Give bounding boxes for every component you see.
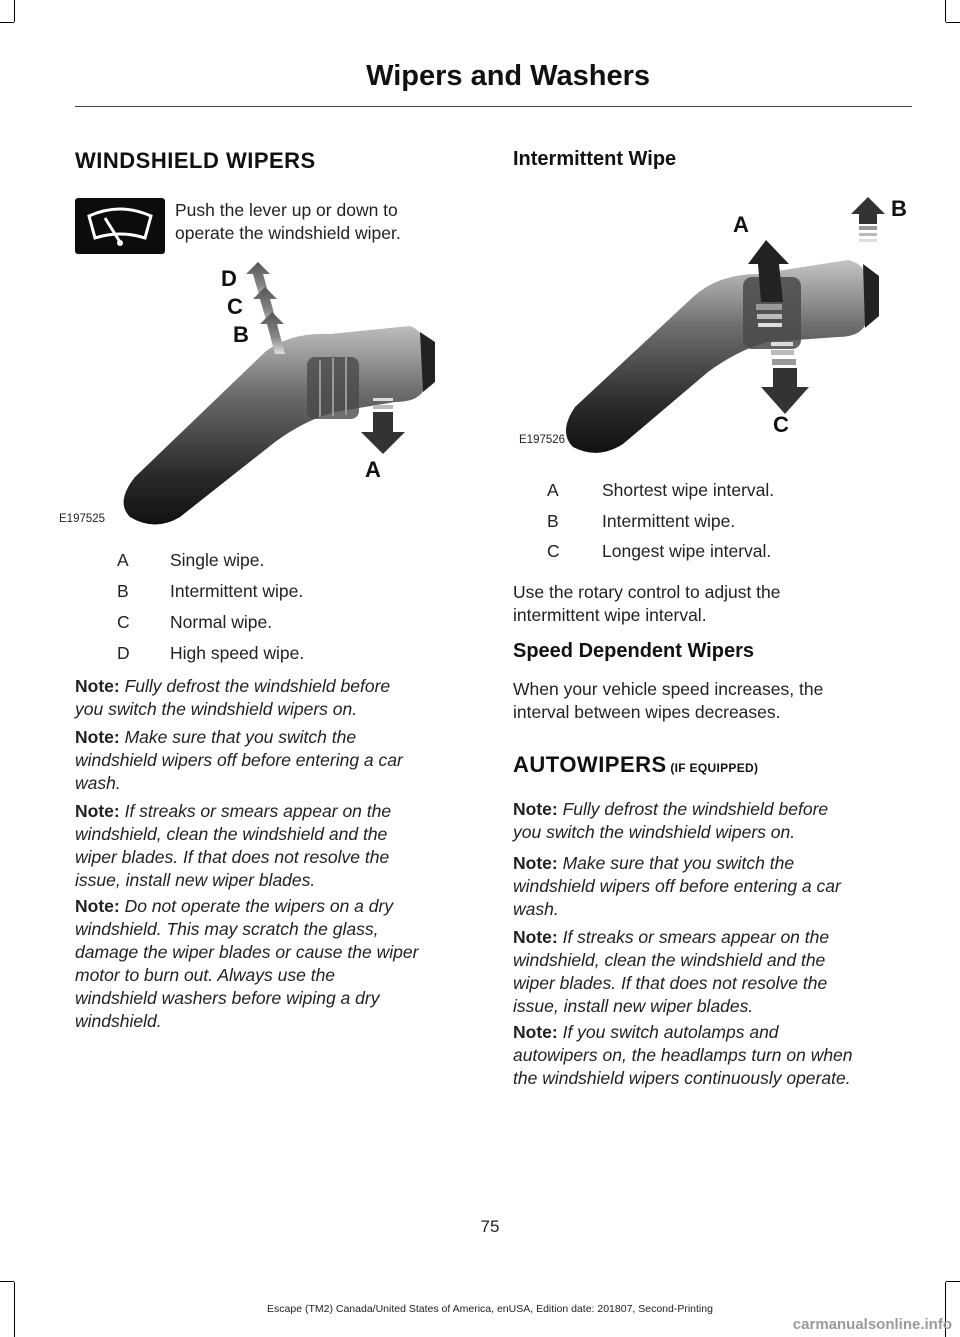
note: Note: If streaks or smears appear on the windshield, clean the windshield and the wiper blades. If that does not resolve the issue, install new wiper blades.: [75, 801, 392, 890]
note: Note: If you switch autolamps and autowipers on, the headlamps turn on when the windshield wipers continuously operate.: [513, 1022, 853, 1088]
watermark: carmanualsonline.info: [792, 1316, 952, 1333]
crop-mark: [945, 0, 946, 22]
note: Note: Fully defrost the windshield before you switch the windshield wipers on.: [75, 676, 391, 719]
rotary-text: Use the rotary control to adjust the intermittent wipe interval.: [513, 582, 781, 625]
page-number: 75: [480, 1217, 500, 1236]
edition-line: Escape (TM2) Canada/United States of America, enUSA, Edition date: 201807, Second-Printing: [267, 1303, 713, 1315]
figure1-label-b: B: [233, 322, 249, 347]
section-title-intermittent-wipe: Intermittent Wipe: [513, 148, 677, 170]
intro-text: Push the lever up or down to operate the windshield wiper.: [175, 200, 401, 243]
crop-mark: [946, 22, 960, 23]
figure2-label-c: C: [773, 412, 789, 437]
chapter-title: Wipers and Washers: [366, 60, 650, 92]
note: Note: Do not operate the wipers on a dry windshield. This may scratch the glass, damage the wiper blades or cause the wiper motor to burn out. Always use the windshield washers before wiping a dry windshield.: [75, 896, 419, 1031]
figure1-label-d: D: [221, 266, 237, 291]
section-title-windshield-wipers: WINDSHIELD WIPERS: [75, 148, 316, 173]
note: Note: If streaks or smears appear on the windshield, clean the windshield and the wiper blades. If that does not resolve the issue, install new wiper blades.: [513, 927, 830, 1016]
crop-mark: [14, 0, 15, 22]
crop-mark: [0, 1281, 14, 1282]
figure1-label-c: C: [227, 294, 243, 319]
wiper-lever-figure: [75, 262, 470, 532]
note: Note: Make sure that you switch the windshield wipers off before entering a car wash.: [513, 853, 841, 919]
windshield-wiper-icon: [75, 198, 165, 254]
note: Note: Make sure that you switch the windshield wipers off before entering a car wash.: [75, 727, 403, 793]
figure2-code: E197526: [519, 434, 566, 446]
intermittent-wipe-figure: [513, 192, 913, 454]
section-title-autowipers: AUTOWIPERS (IF EQUIPPED): [513, 752, 759, 777]
figure1-code: E197525: [59, 513, 106, 525]
figure2-label-a: A: [733, 212, 749, 237]
manual-page: Wipers and Washers WINDSHIELD WIPERS Push the lever up or down to operate the windshield wiper. D C B A E197525 A Single wipe. B Intermittent wipe. C Normal wipe. D High speed wipe. Note: Fully defrost the windshield before you switch the windshield wipers on. Note: Make sure that you switch the windshield wipers off before entering a car wash. Note: If streaks or smears appear on the windshield, clean the windshield and the wiper blades. If that does not resolve the issue, install new wiper blades. Note: Do not operate the wipers on a dry windshield. This may scratch the glass, damage the wiper blades or cause the wiper motor to burn out. Always use the windshield washers before wiping a dry windshield. Intermittent Wipe A B C E197526 A Shortest wipe interval. B Intermittent wipe. C Longest wipe interval. Use the rotary control to adjust the intermittent wipe interval. Speed Dependent Wipers When your vehicle speed increases, the interval between wipes decreases. AUTOWIPERS (IF EQUIPPED) Note: Fully defrost the windshield before you switch the windshield wipers on. Note: Make sure that you switch the windshield wipers off before entering a car wash. Note: If streaks or smears appear on the windshield, clean the windshield and the wiper blades. If that does not resolve the issue, install new wiper blades. Note: If you switch autolamps and autowipers on, the headlamps turn on when the windshield wipers continuously operate. 75 Escape (TM2) Canada/United States of America, enUSA, Edition date: 201807, Second-Printing carmanualsonline.info: [0, 0, 960, 1337]
crop-mark: [946, 1281, 960, 1282]
crop-mark: [0, 22, 14, 23]
section-title-speed-dependent: Speed Dependent Wipers: [513, 640, 754, 662]
header-rule: [75, 106, 912, 107]
note: Note: Fully defrost the windshield before you switch the windshield wipers on.: [513, 799, 829, 842]
figure2-label-b: B: [891, 196, 907, 221]
figure1-label-a: A: [365, 457, 381, 482]
speed-text: When your vehicle speed increases, the interval between wipes decreases.: [513, 679, 824, 722]
